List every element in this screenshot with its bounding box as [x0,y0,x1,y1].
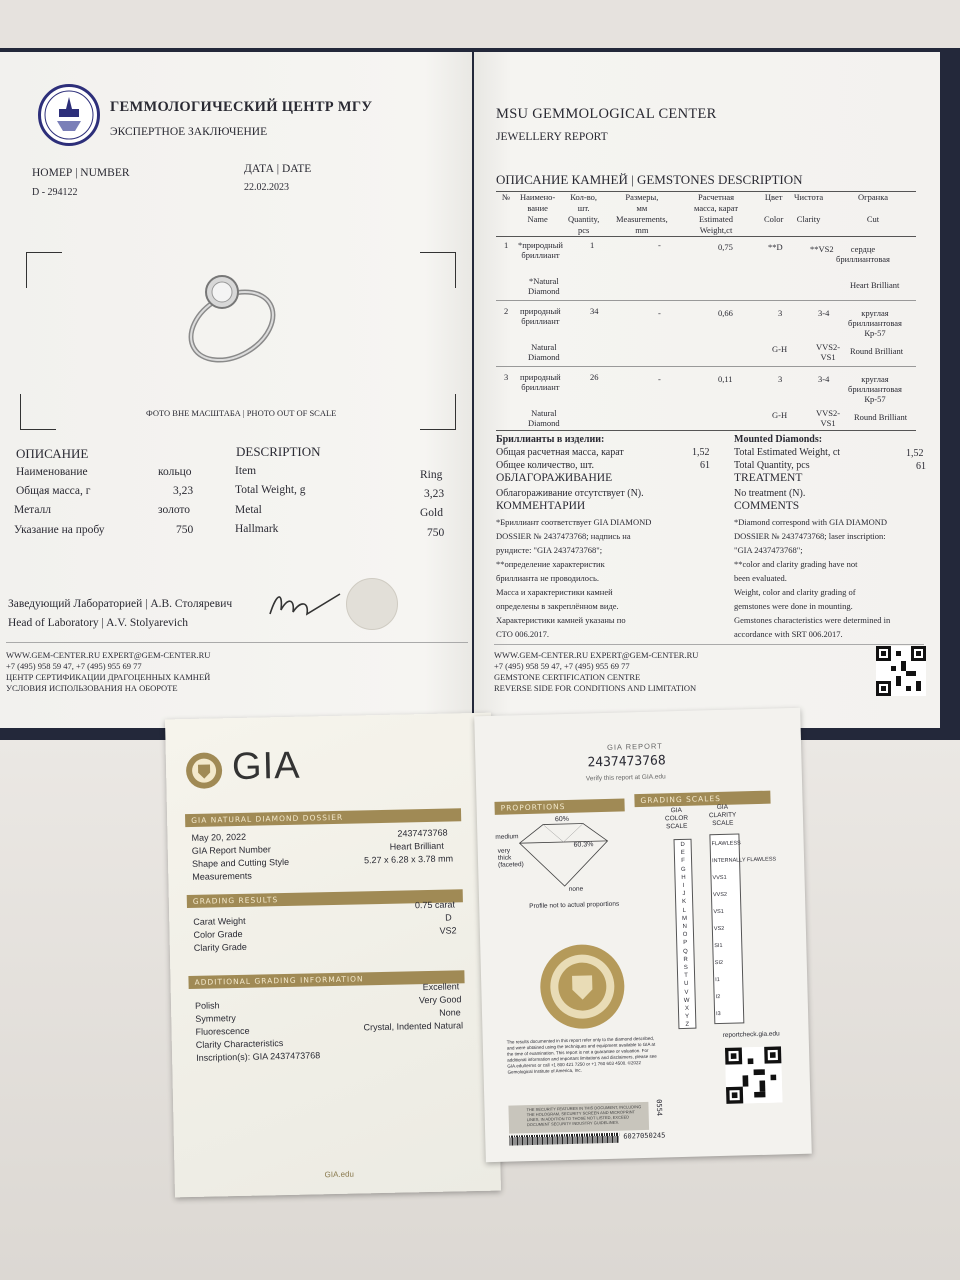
signature-image [265,588,345,624]
comments-en [734,515,890,641]
color-scale-letter: V [684,989,689,996]
comment-line: accordance with SRT 006.2017. [734,629,843,639]
comment-line: **определение характеристик [496,559,605,569]
color-scale-letter: E [680,850,685,857]
date-label: ДАТА | DATE [244,163,312,175]
comment-line: gemstones were done in mounting. [734,601,853,611]
stone-size: - [658,308,661,318]
color-scale-letter: Z [685,1022,690,1029]
hallmark-label-en: Hallmark [235,523,279,535]
table-bottom-rule [496,430,916,431]
header-rule [496,236,916,237]
stone-name-en: *Natural Diamond [528,276,560,296]
description-ru-heading: ОПИСАНИЕ [16,446,89,461]
org-title-en: MSU GEMMOLOGICAL CENTER [496,106,717,122]
stone-clarity-en: VVS2- VS1 [816,408,841,428]
color-scale-letter: K [682,899,687,906]
footer-divider [494,644,924,645]
color-scale-letter: F [681,858,685,865]
barcode [509,1133,619,1146]
color-scale-letter: D [680,841,685,848]
color-scale-letter: W [683,997,690,1004]
stone-size: - [658,374,661,384]
col-header-qty: Кол-во, шт. Quantity, pcs [568,192,600,235]
color-scale-letter: Q [683,948,688,955]
clarity-scale-grade: I2 [715,994,721,1001]
col-header-no: № [502,192,511,202]
comment-line: DOSSIER № 2437473768; laser inscription: [734,531,886,541]
gia-seal-icon [536,940,628,1032]
carat-value: 0.75 carat [414,899,456,911]
stone-name-en: Natural Diamond [528,342,560,362]
mounted-qty-value-ru: 61 [700,460,710,471]
metal-label-en: Metal [235,504,262,516]
col-header-name: Наимено- вание Name [520,192,556,224]
footer-line: +7 (495) 958 59 47, +7 (495) 955 69 77 [6,661,142,671]
stone-weight: 0,11 [718,374,733,384]
stone-no: 1 [504,240,509,250]
color-scale-letter: J [682,891,686,898]
grading-results-bar: GRADING RESULTS [187,889,463,908]
row-rule [496,366,916,367]
certificate-right-page [474,52,940,728]
clarity-scale-grades [711,835,777,1023]
item-label-ru: Наименование [16,466,88,478]
ring-photo [170,264,290,374]
stone-name-en: Natural Diamond [528,408,560,428]
color-scale-letter: I [682,882,685,889]
col-header-cut: Огранка Cut [858,192,888,224]
item-label-en: Item [235,465,257,477]
photo-frame-corner [420,394,456,430]
head-of-lab-ru: Заведующий Лабораторией | А.В. Столяревич [8,598,233,610]
stone-color-en: G-H [772,410,788,420]
gia-emblem-icon [184,750,225,791]
clarity-scale-grade: I1 [715,977,720,984]
metal-value-en: Gold [420,507,443,519]
shape-label: Shape and Cutting Style [191,856,290,869]
comment-line: определены в закреплённом виде. [496,601,619,611]
certificate-left-page [0,52,472,728]
clarity-scale-grade: VVS2 [712,891,728,899]
fluorescence-label: Fluorescence [195,1025,250,1037]
color-scale-title: GIA COLOR SCALE [664,806,689,831]
photo-frame-corner [20,394,56,430]
comment-line: СТО 006.2017. [496,629,550,639]
color-scale-letter: X [684,1005,690,1012]
row-rule [496,300,916,301]
treatment-title-en: TREATMENT [734,472,803,484]
comment-line: DOSSIER № 2437473768; надпись на [496,531,631,541]
stone-no: 3 [504,372,509,382]
treatment-text-ru: Облагораживание отсутствует (N). [496,488,644,499]
clarity-scale-grade: SI1 [714,942,723,950]
stone-no: 2 [504,306,509,316]
comment-line: *Бриллиант соответствует GIA DIAMOND [496,517,652,527]
clarity-scale-grade: VVS1 [712,874,727,882]
symmetry-value: Very Good [418,994,462,1006]
stone-clarity: **VS2 [810,244,834,254]
verify-text: Verify this report at GIA.edu [585,773,666,783]
stone-cut-en: Round Brilliant [854,412,908,422]
color-label: Color Grade [193,928,243,940]
col-header-size: Размеры, мм Measurements, mm [616,192,668,235]
measurements-label: Measurements [192,870,252,882]
clarity-value: VS2 [439,925,457,936]
girdle-top-label: medium [495,833,519,841]
comment-line: been evaluated. [734,573,787,583]
stone-color: **D [768,242,783,252]
stone-color: 3 [778,374,783,384]
metal-value-ru: золото [158,504,191,516]
stone-weight: 0,66 [718,308,733,318]
stone-color-en: G-H [772,344,788,354]
stone-cut-en: Round Brilliant [850,346,904,356]
color-scale-letter: Y [685,1014,690,1021]
mounted-qty-label-ru: Общее количество, шт. [496,460,594,471]
stone-weight: 0,75 [718,242,733,252]
mounted-title-en: Mounted Diamonds: [734,434,823,445]
report-number-value: 2437473768 [397,827,448,839]
stone-cut-ru: круглая бриллиантовая Кр-57 [848,308,902,338]
comment-line: Gemstones characteristics were determined in [734,615,891,625]
footer-line: ЦЕНТР СЕРТИФИКАЦИИ ДРАГОЦЕННЫХ КАМНЕЙ [6,672,211,682]
stone-cut-ru: сердце бриллиантовая [836,244,890,264]
gia-report-number: 2437473768 [587,753,666,771]
report-number-label: GIA Report Number [191,844,271,856]
stone-cut-en: Heart Brilliant [850,280,900,290]
col-header-color: Цвет Color [764,192,784,224]
stone-qty: 26 [590,372,599,382]
clarity-scale-grade: VS2 [713,925,725,933]
footer-line: +7 (495) 958 59 47, +7 (495) 955 69 77 [494,661,630,671]
weight-label-ru: Общая масса, г [16,485,91,497]
stone-clarity-en: VVS2- VS1 [816,342,841,362]
color-value: D [445,912,452,923]
color-scale-letter: R [683,956,688,963]
color-scale-letter: S [683,964,688,971]
stone-clarity: 3-4 [818,374,830,384]
table-percent: 60% [554,815,570,824]
comment-line: бриллианта не проводилось. [496,573,600,583]
color-scale-letter: U [684,981,689,988]
col-header-weight: Расчетная масса, карат Estimated Weight,ct [694,192,739,235]
culet-label: none [568,885,584,893]
color-scale-letter: M [682,915,688,922]
photo-frame-corner [26,252,62,288]
stone-qty: 1 [590,240,595,250]
item-value-ru: кольцо [158,466,192,478]
footer-line: WWW.GEM-CENTER.RU EXPERT@GEM-CENTER.RU [6,650,211,660]
msu-building-icon [41,87,97,143]
symmetry-label: Symmetry [195,1013,236,1024]
gia-site: GIA.edu [324,1169,355,1180]
org-title-ru: ГЕММОЛОГИЧЕСКИЙ ЦЕНТР МГУ [110,99,373,115]
dossier-bar: GIA NATURAL DIAMOND DOSSIER [185,808,461,827]
stone-name-ru: природный бриллиант [520,306,561,326]
stone-name-ru: *природный бриллиант [518,240,563,260]
number-value: D - 294122 [32,187,78,198]
qr-code-icon [876,646,926,696]
mounted-weight-label-en: Total Estimated Weight, ct [734,447,841,458]
head-of-lab-en: Head of Laboratory | A.V. Stolyarevich [8,617,188,629]
color-scale-letter: P [683,940,688,947]
gia-report-label: GIA REPORT [606,741,663,752]
mounted-weight-label-ru: Общая расчетная масса, карат [496,447,624,458]
footer-line: WWW.GEM-CENTER.RU EXPERT@GEM-CENTER.RU [494,650,699,660]
stone-color: 3 [778,308,783,318]
fluorescence-value: None [439,1007,461,1018]
profile-note: Profile not to actual proportions [529,900,620,910]
comment-line: **color and clarity grading have not [734,559,858,569]
color-scale-letter: L [682,907,687,914]
footer-line: УСЛОВИЯ ИСПОЛЬЗОВАНИЯ НА ОБОРОТЕ [6,683,178,693]
mounted-weight-value-ru: 1,52 [692,447,710,458]
mounted-qty-label-en: Total Quantity, pcs [734,460,810,471]
footer-divider [6,642,468,643]
clarity-scale-grade: VS1 [713,908,724,916]
grading-scales-bar: GRADING SCALES [634,791,770,808]
gia-disclaimer: The results documented in this report refer only to the diamond described, and were obtained using the techniques and equipment available to GIA at the time of examination. This report is not a guarantee or valuation. For additional information and important limitations and disclaimers, please see GIA.edu/terms or call +1 800 421 7250 or +1 760 603 4500. ©2022 Gemological Institute of America, Inc. [506,1035,657,1075]
color-scale-letter: O [682,932,688,939]
security-text: THE SECURITY FEATURES IN THIS DOCUMENT, INCLUDING THE HOLOGRAM, SECURITY SCREEN AND MICROPRINT LINES, IN ADDITION TO THOSE NOT LISTED, EXCEED DOCUMENT SECURITY INDUSTRY GUIDELINES. [526,1104,642,1128]
gia-report-card [474,708,812,1162]
clarity-scale-grade: I3 [716,1010,721,1018]
shape-value: Heart Brilliant [389,840,444,852]
gia-dossier-card [165,713,501,1198]
metal-label-ru: Металл [14,504,52,516]
weight-value-en: 3,23 [424,488,445,500]
stone-qty: 34 [590,306,599,316]
clarity-characteristics-label: Clarity Characteristics [195,1038,284,1050]
comments-title-en: COMMENTS [734,500,800,512]
color-scale-letter: G [680,866,686,873]
comment-line: Характеристики камней указаны по [496,615,626,625]
hallmark-value-en: 750 [427,527,445,539]
side-code: 0554 [654,1099,664,1117]
mounted-title-ru: Бриллианты в изделии: [496,434,605,445]
carat-label: Carat Weight [193,915,246,927]
measurements-value: 5.27 x 6.28 x 3.78 mm [363,853,454,866]
stone-size: - [658,240,661,250]
hallmark-value-ru: 750 [176,524,194,536]
col-header-clarity: Чистота Clarity [794,192,824,224]
proportions-bar: PROPORTIONS [494,798,624,814]
mounted-qty-value-en: 61 [916,461,926,472]
org-subtitle-en: JEWELLERY REPORT [496,131,608,143]
weight-label-en: Total Weight, g [235,484,306,496]
footer-line: GEMSTONE CERTIFICATION CENTRE [494,672,641,682]
stone-clarity: 3-4 [818,308,830,318]
hologram-seal-icon [346,578,398,630]
girdle-bottom-label: very thick (faceted) [497,847,524,869]
depth-percent: 60.3% [573,841,594,849]
treatment-title-ru: ОБЛАГОРАЖИВАНИЕ [496,472,613,484]
clarity-label: Clarity Grade [193,941,247,953]
polish-value: Excellent [422,981,460,993]
comment-line: "GIA 2437473768"; [734,545,803,555]
clarity-scale-grade: FLAWLESS [711,840,741,848]
clarity-characteristics-value: Crystal, Indented Natural [363,1020,464,1033]
footer-line: REVERSE SIDE FOR CONDITIONS AND LIMITATION [494,683,697,693]
color-scale-letter: T [684,973,688,980]
inscription: Inscription(s): GIA 2437473768 [196,1050,321,1063]
comment-line: Масса и характеристики камней [496,587,613,597]
color-scale-letter: H [681,874,686,881]
item-value-en: Ring [420,469,443,481]
weight-value-ru: 3,23 [173,485,194,497]
gia-logo-text: GIA [231,744,301,789]
date-value: 22.02.2023 [244,182,289,193]
clarity-scale-grade: INTERNALLY FLAWLESS [712,856,777,865]
comment-line: рундисте: "GIA 2437473768"; [496,545,603,555]
comments-title-ru: КОММЕНТАРИИ [496,500,586,512]
comments-ru [496,515,651,641]
org-subtitle-ru: ЭКСПЕРТНОЕ ЗАКЛЮЧЕНИЕ [110,126,268,138]
hallmark-label-ru: Указание на пробу [14,524,105,536]
treatment-text-en: No treatment (N). [734,488,806,499]
mounted-weight-value-en: 1,52 [906,448,924,459]
stone-name-ru: природный бриллиант [520,372,561,392]
clarity-scale-grade: SI2 [714,959,724,967]
color-scale-letter: N [682,923,688,930]
qr-code-icon [725,1046,782,1103]
clarity-scale-title: GIA CLARITY SCALE [708,803,737,828]
comment-line: Weight, color and clarity grading of [734,587,856,597]
stone-cut-ru: круглая бриллиантовая Кр-57 [848,374,902,404]
comment-line: *Diamond correspond with GIA DIAMOND [734,517,887,527]
photo-caption: ФОТО ВНЕ МАСШТАБА | PHOTO OUT OF SCALE [146,408,337,418]
reportcheck-link[interactable]: reportcheck.gia.edu [722,1030,780,1039]
additional-info-bar: ADDITIONAL GRADING INFORMATION [188,970,464,989]
barcode-number: 6027050245 [623,1131,666,1141]
gemstones-section-title: ОПИСАНИЕ КАМНЕЙ | GEMSTONES DESCRIPTION [496,172,803,187]
gia-date: May 20, 2022 [191,831,247,843]
photo-frame-corner [420,252,456,288]
msu-logo [38,84,100,146]
number-label: НОМЕР | NUMBER [32,167,130,179]
description-en-heading: DESCRIPTION [236,444,321,459]
polish-label: Polish [194,1000,220,1011]
